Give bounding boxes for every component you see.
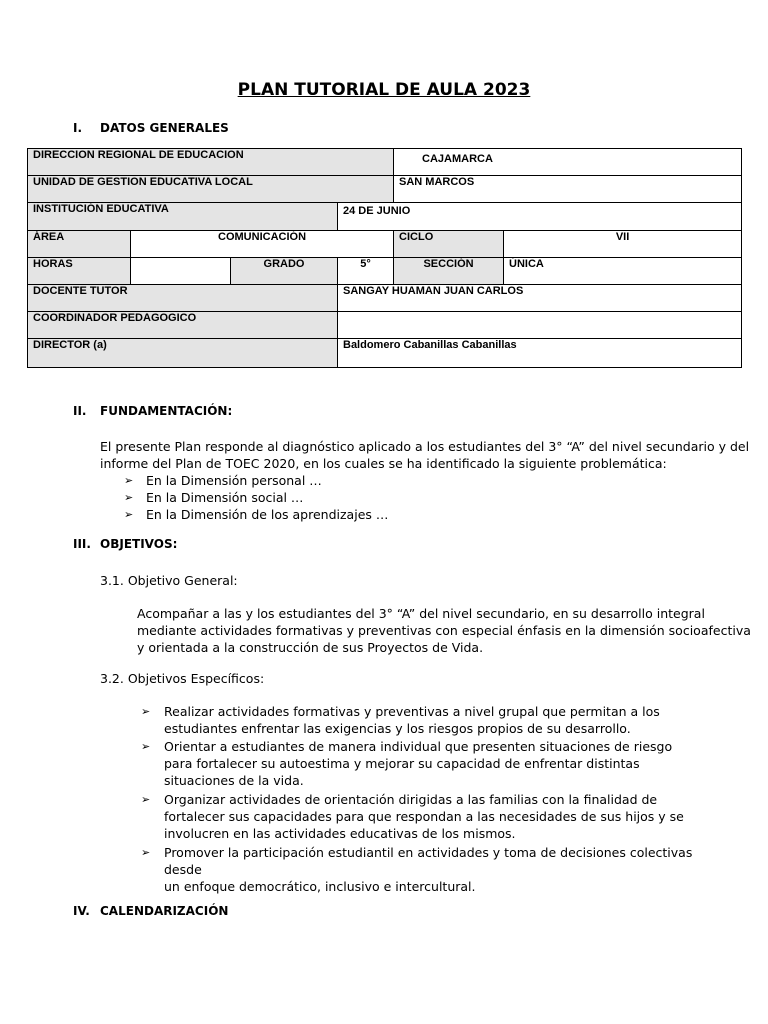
section-label: CALENDARIZACIÓN [100,904,229,918]
paragraph-line: informe del Plan de TOEC 2020, en los cuales se ha identificado la siguiente problemática: [100,456,667,471]
list-item-line: Realizar actividades formativas y preventivas a nivel grupal que permitan a los [164,704,660,719]
list-item [124,506,524,523]
list-item-line: estudiantes enfrentar las exigencias y los riesgos propios de su desarrollo. [164,721,631,736]
list-item-line: Promover la participación estudiantil en actividades y toma de decisiones colectivas desde [164,845,693,877]
list-item-line: Organizar actividades de orientación dirigidas a las familias con la finalidad de [164,792,658,807]
area-value: COMUNICACIÓN [131,231,394,258]
list-item-line: un enfoque democrático, inclusivo e intercultural. [164,879,476,894]
arrow-bullet-icon: ➢ [124,491,134,504]
section-number: I. [73,121,83,135]
arrow-bullet-icon: ➢ [141,705,151,718]
list-item [124,472,524,489]
list-item-line: para fortalecer su autoestima y mejorar su capacidad de enfrentar distintas [164,756,640,771]
dre-value: CAJAMARCA [394,149,742,176]
director-label: DIRECTOR (a) [28,339,338,368]
paragraph-line: El presente Plan responde al diagnóstico aplicado a los estudiantes del 3° “A” del nivel secundario y del [100,439,750,454]
seccion-value: ÚNICA [504,258,742,285]
list-item-text [164,844,721,895]
coordinador-value [338,312,742,339]
objetivo-general-heading: 3.1. Objetivo General: [100,573,238,588]
paragraph-line: mediante actividades formativas y preventivas con especial énfasis en la dimensión socioafectiva [137,623,751,638]
docente-value: SANGAY HUAMAN JUAN CARLOS [338,285,742,312]
section-number: IV. [73,904,90,918]
horas-label: HORAS [28,258,131,285]
section-label: OBJETIVOS: [100,537,178,551]
section-heading-calendarizacion [73,904,228,918]
director-value: Baldomero Cabanillas Cabanillas [338,339,742,368]
list-item [141,703,701,737]
section-number: II. [73,404,87,418]
paragraph-line: y orientada a la construcción de sus Proyectos de Vida. [137,640,484,655]
arrow-bullet-icon: ➢ [141,846,151,859]
list-item-line: situaciones de la vida. [164,773,304,788]
list-item-text: En la Dimensión de los aprendizajes … [146,507,389,522]
list-item-text [164,791,684,842]
arrow-bullet-icon: ➢ [124,474,134,487]
list-item-line: involucren en las actividades educativas de los mismos. [164,826,516,841]
ugel-label: UNIDAD DE GESTION EDUCATIVA LOCAL [28,176,394,203]
section-heading-datos [73,121,229,135]
section-heading-objetivos [73,537,177,551]
datos-generales-table [27,148,742,368]
area-label: ÁREA [28,231,131,258]
ie-value: 24 DE JUNIO [338,203,742,231]
list-item [141,738,701,789]
section-label: DATOS GENERALES [100,121,229,135]
list-item [141,791,701,842]
list-item-text [164,738,672,789]
paragraph-line: Acompañar a las y los estudiantes del 3° “A” del nivel secundario, en su desarrollo integral [137,606,705,621]
list-item-line: fortalecer sus capacidades para que respondan a las necesidades de sus hijos y se [164,809,684,824]
list-item-line: Orientar a estudiantes de manera individual que presenten situaciones de riesgo [164,739,673,754]
page-title: PLAN TUTORIAL DE AULA 2023 [237,80,531,100]
seccion-label: SECCIÓN [394,258,504,285]
grado-value: 5° [338,258,394,285]
ie-label: INSTITUCIÓN EDUCATIVA [28,203,338,231]
section-number: III. [73,537,91,551]
fundamentacion-paragraph [100,438,749,472]
objetivo-general-paragraph [137,605,751,656]
docente-label: DOCENTE TUTOR [28,285,338,312]
arrow-bullet-icon: ➢ [141,740,151,753]
list-item-text: En la Dimensión social … [146,490,304,505]
list-item [124,489,524,506]
ciclo-label: CICLO [394,231,504,258]
list-item [141,844,721,894]
ugel-value: SAN MARCOS [394,176,742,203]
horas-value [131,258,231,285]
grado-label: GRADO [231,258,338,285]
section-heading-fundamentacion [73,404,232,418]
objetivos-especificos-heading: 3.2. Objetivos Específicos: [100,671,265,686]
list-item-text: En la Dimensión personal … [146,473,322,488]
dre-label: DIRECCION REGIONAL DE EDUCACION [28,149,394,176]
coordinador-label: COORDINADOR PEDAGOGICO [28,312,338,339]
arrow-bullet-icon: ➢ [124,508,134,521]
ciclo-value: VII [504,231,742,258]
list-item-text [164,703,660,737]
section-label: FUNDAMENTACIÓN: [100,404,233,418]
arrow-bullet-icon: ➢ [141,793,151,806]
